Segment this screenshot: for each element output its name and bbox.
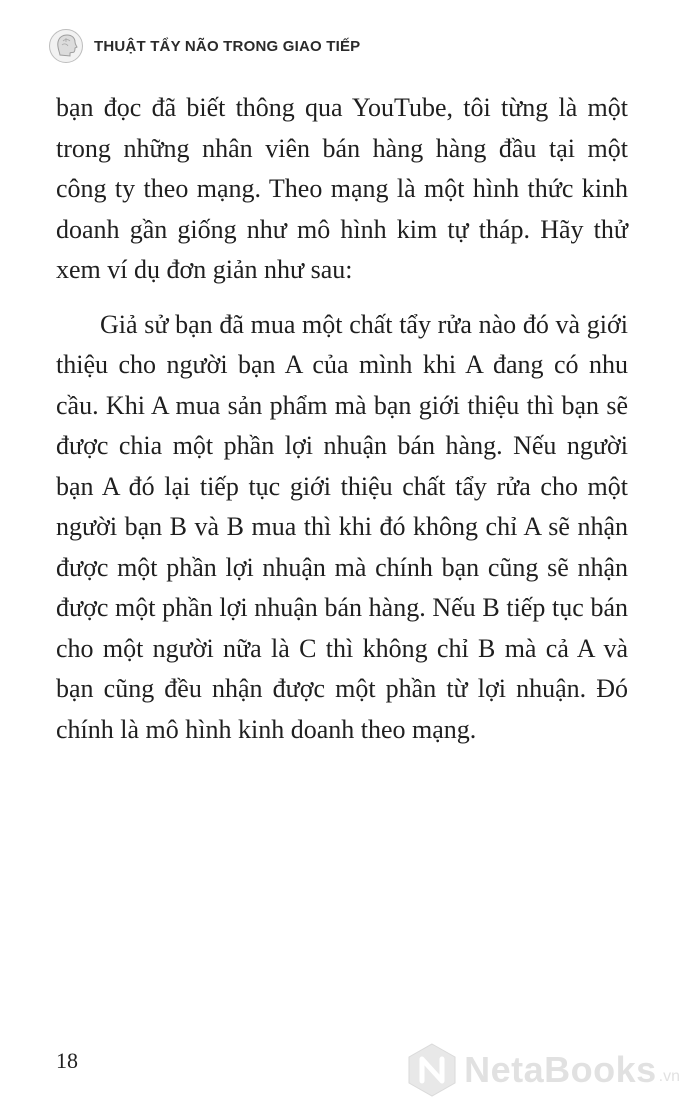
netabooks-logo-icon — [406, 1041, 458, 1099]
paragraph-2: Giả sử bạn đã mua một chất tẩy rửa nào đó và giới thiệu cho người bạn A của mình khi A đang có nhu cầu. Khi A mua sản phẩm mà bạn giới thiệu thì bạn sẽ được chia một phần lợi nhuận bán hàng. Nếu người bạn A đó lại tiếp tục giới thiệu chất tẩy rửa cho một người bạn B và B mua thì khi đó không chỉ A sẽ nhận được một phần lợi nhuận mà chính bạn cũng sẽ nhận được một phần lợi nhuận bán hàng. Nếu B tiếp tục bán cho một người nữa là C thì không chỉ B mà cả A và bạn cũng đều nhận được một phần từ lợi nhuận. Đó chính là mô hình kinh doanh theo mạng. — [56, 309, 628, 744]
header-title: THUẬT TẨY NÃO TRONG GIAO TIẾP — [94, 37, 361, 55]
running-header — [48, 28, 360, 64]
body-text — [56, 88, 628, 750]
page-number: 18 — [56, 1048, 78, 1073]
watermark-brand: NetaBooks — [464, 1049, 657, 1090]
paragraph-1: bạn đọc đã biết thông qua YouTube, tôi từng là một trong những nhân viên bán hàng hàng đầu tại một công ty theo mạng. Theo mạng là một hình thức kinh doanh gần giống như mô hình kim tự tháp. Hãy thử xem ví dụ đơn giản như sau: — [56, 93, 628, 284]
watermark — [406, 1040, 680, 1100]
watermark-domain: .vn — [658, 1068, 680, 1085]
head-profile-icon — [48, 28, 84, 64]
